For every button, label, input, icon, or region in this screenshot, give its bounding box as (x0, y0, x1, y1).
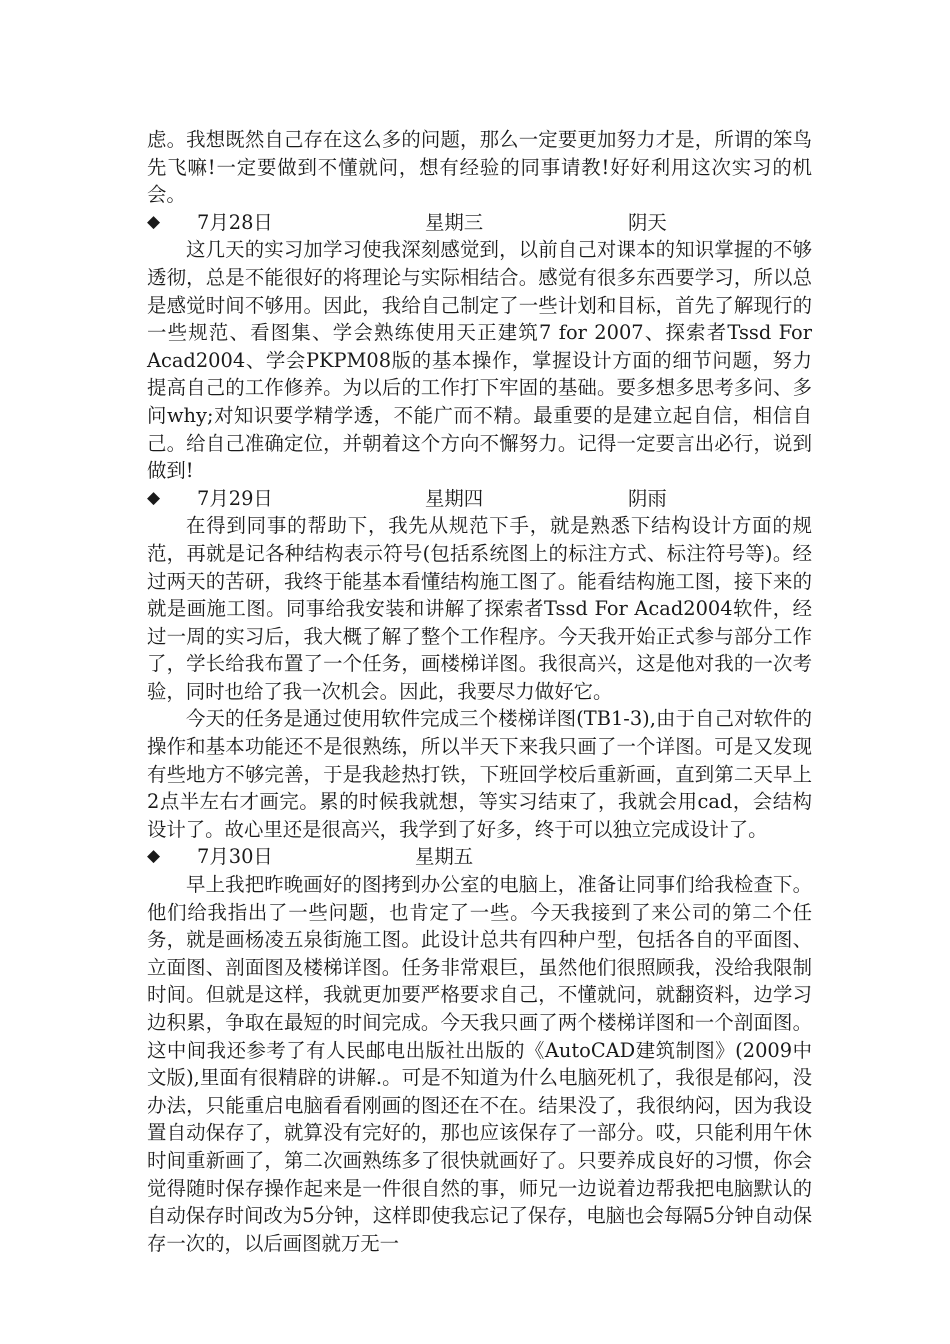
entry-weekday: 星期五 (415, 845, 474, 869)
entry-weekday: 星期四 (425, 486, 484, 510)
diary-entry-header (147, 485, 812, 513)
entry-weather: 阴天 (628, 210, 667, 234)
diamond-bullet-icon: ◆ (147, 211, 161, 232)
diary-entry-header (147, 209, 812, 237)
diamond-bullet-icon: ◆ (147, 846, 161, 867)
paragraph: 在得到同事的帮助下，我先从规范下手，就是熟悉下结构设计方面的规范，再就是记各种结构表示符号(包括系统图上的标注方式、标注符号等)。经过两天的苦研，我终于能基本看懂结构施工图了。能看结构施工图，接下来的就是画施工图。同事给我安装和讲解了探索者Tssd For Acad2004软件，经过一周的实习后，我大概了解了整个工作程序。今天我开始正式参与部分工作了，学长给我布置了一个任务，画楼梯详图。我很高兴，这是他对我的一次考验，同时也给了我一次机会。因此，我要尽力做好它。 (147, 514, 812, 703)
paragraph: 今天的任务是通过使用软件完成三个楼梯详图(TB1-3),由于自己对软件的操作和基本功能还不是很熟练，所以半天下来我只画了一个详图。可是又发现有些地方不够完善，于是我趁热打铁，下班回学校后重新画，直到第二天早上2点半左右才画完。累的时候我就想，等实习结束了，我就会用cad，会结构设计了。故心里还是很高兴，我学到了好多，终于可以独立完成设计了。 (147, 707, 812, 841)
diary-entry-header (147, 843, 812, 871)
entry-date: 7月29日 (197, 486, 273, 510)
paragraph: 早上我把昨晚画好的图拷到办公室的电脑上，准备让同事们给我检查下。他们给我指出了一些问题，也肯定了一些。今天我接到了来公司的第二个任务，就是画杨凌五泉街施工图。此设计总共有四种户型，包括各自的平面图、立面图、剖面图及楼梯详图。任务非常艰巨，虽然他们很照顾我，没给我限制时间。但就是这样，我就更加要严格要求自己，不懂就问，就翻资料，边学习边积累，争取在最短的时间完成。今天我只画了两个楼梯详图和一个剖面图。这中间我还参考了有人民邮电出版社出版的《AutoCAD建筑制图》(2009中文版),里面有很精辟的讲解.。可是不知道为什么电脑死机了，我很是郁闷，没办法，只能重启电脑看看刚画的图还在不在。结果没了，我很纳闷，因为我设置自动保存了，就算没有完好的，那也应该保存了一部分。哎，只能利用午休时间重新画了，第二次画熟练多了很快就画好了。只要养成良好的习惯，你会觉得随时保存操作起来是一件很自然的事，师兄一边说着边帮我把电脑默认的自动保存时间改为5分钟，这样即使我忘记了保存，电脑也会每隔5分钟自动保存一次的，以后画图就万无一 (147, 873, 812, 1255)
entry-date: 7月30日 (197, 845, 273, 869)
document-page (147, 126, 812, 1257)
diamond-bullet-icon: ◆ (147, 487, 161, 508)
entry-weekday: 星期三 (425, 210, 484, 234)
paragraph: 这几天的实习加学习使我深刻感觉到，以前自己对课本的知识掌握的不够透彻，总是不能很好的将理论与实际相结合。感觉有很多东西要学习，所以总是感觉时间不够用。因此，我给自己制定了一些计划和目标，首先了解现行的一些规范、看图集、学会熟练使用天正建筑7 for 2007、探索者Tssd For Acad2004、学会PKPM08版的基本操作，掌握设计方面的细节问题，努力提高自己的工作修养。为以后的工作打下牢固的基础。要多想多思考多问、多问why;对知识要学精学透，不能广而不精。最重要的是建立起自信，相信自己。给自己准确定位，并朝着这个方向不懈努力。记得一定要言出必行，说到做到! (147, 238, 812, 483)
entry-weather: 阴雨 (628, 486, 667, 510)
paragraph: 虑。我想既然自己存在这么多的问题，那么一定要更加努力才是，所谓的笨鸟先飞嘛!一定要做到不懂就问，想有经验的同事请教!好好利用这次实习的机会。 (147, 128, 812, 207)
entry-date: 7月28日 (197, 210, 273, 234)
